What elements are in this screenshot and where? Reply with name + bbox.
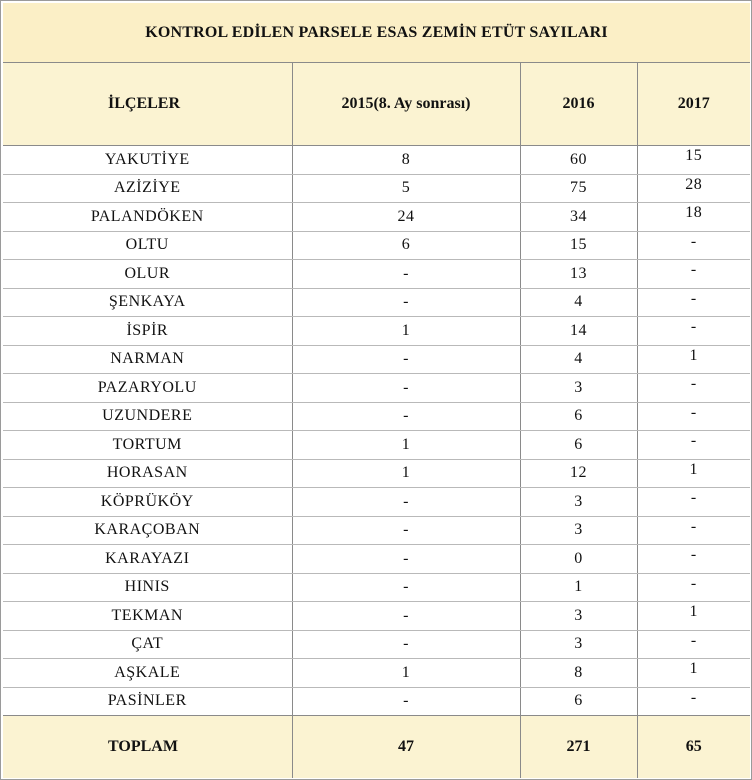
value-2017-cell: - — [637, 374, 750, 403]
value-2015-cell: - — [292, 402, 520, 431]
value-2016-cell: 14 — [520, 317, 637, 346]
value-2016-cell: 4 — [520, 345, 637, 374]
table-row — [3, 374, 750, 403]
value-2017-cell: - — [637, 516, 750, 545]
value-2016-cell: 75 — [520, 174, 637, 203]
value-2016-cell: 1 — [520, 573, 637, 602]
district-cell: ŞENKAYA — [3, 288, 292, 317]
value-2016-cell: 3 — [520, 516, 637, 545]
district-cell: TORTUM — [3, 431, 292, 460]
district-cell: KARAYAZI — [3, 545, 292, 574]
total-2016: 271 — [520, 716, 637, 779]
table-row — [3, 203, 750, 232]
header-2017: 2017 — [637, 63, 750, 146]
value-2017-cell: - — [637, 573, 750, 602]
header-2016: 2016 — [520, 63, 637, 146]
value-2015-cell: 1 — [292, 431, 520, 460]
header-2015: 2015(8. Ay sonrası) — [292, 63, 520, 146]
value-2015-cell: - — [292, 687, 520, 716]
value-2015-cell: - — [292, 545, 520, 574]
value-2015-cell: - — [292, 630, 520, 659]
total-row — [3, 716, 750, 779]
table-row — [3, 288, 750, 317]
value-2015-cell: - — [292, 345, 520, 374]
value-2017-cell: - — [637, 402, 750, 431]
value-2017-cell: - — [637, 317, 750, 346]
value-2015-cell: 24 — [292, 203, 520, 232]
district-cell: TEKMAN — [3, 602, 292, 631]
value-2015-cell: - — [292, 374, 520, 403]
value-2017-cell: - — [637, 288, 750, 317]
value-2017-cell: 1 — [637, 459, 750, 488]
table-body — [3, 146, 750, 716]
district-cell: ÇAT — [3, 630, 292, 659]
value-2016-cell: 6 — [520, 431, 637, 460]
value-2015-cell: - — [292, 516, 520, 545]
value-2016-cell: 6 — [520, 687, 637, 716]
value-2015-cell: 5 — [292, 174, 520, 203]
value-2015-cell: - — [292, 288, 520, 317]
value-2015-cell: - — [292, 573, 520, 602]
value-2015-cell: 1 — [292, 317, 520, 346]
value-2016-cell: 3 — [520, 374, 637, 403]
value-2017-cell: - — [637, 488, 750, 517]
value-2017-cell: 15 — [637, 146, 750, 175]
value-2017-cell: 1 — [637, 659, 750, 688]
district-cell: KARAÇOBAN — [3, 516, 292, 545]
value-2016-cell: 0 — [520, 545, 637, 574]
district-cell: İSPİR — [3, 317, 292, 346]
value-2017-cell: - — [637, 231, 750, 260]
value-2016-cell: 8 — [520, 659, 637, 688]
value-2017-cell: 28 — [637, 174, 750, 203]
value-2017-cell: 1 — [637, 345, 750, 374]
district-cell: PAZARYOLU — [3, 374, 292, 403]
district-cell: PASİNLER — [3, 687, 292, 716]
value-2016-cell: 3 — [520, 630, 637, 659]
table-title: KONTROL EDİLEN PARSELE ESAS ZEMİN ETÜT SAYILARI — [3, 3, 750, 63]
value-2016-cell: 15 — [520, 231, 637, 260]
table-row — [3, 431, 750, 460]
district-cell: OLUR — [3, 260, 292, 289]
value-2015-cell: 1 — [292, 659, 520, 688]
district-cell: YAKUTİYE — [3, 146, 292, 175]
value-2016-cell: 4 — [520, 288, 637, 317]
value-2017-cell: - — [637, 431, 750, 460]
value-2016-cell: 3 — [520, 602, 637, 631]
header-districts: İLÇELER — [3, 63, 292, 146]
value-2016-cell: 6 — [520, 402, 637, 431]
value-2015-cell: - — [292, 260, 520, 289]
table-row — [3, 516, 750, 545]
table-row — [3, 659, 750, 688]
total-label: TOPLAM — [3, 716, 292, 779]
table-row — [3, 317, 750, 346]
value-2016-cell: 34 — [520, 203, 637, 232]
total-2015: 47 — [292, 716, 520, 779]
table-row — [3, 687, 750, 716]
district-cell: AZİZİYE — [3, 174, 292, 203]
value-2015-cell: - — [292, 488, 520, 517]
table-row — [3, 402, 750, 431]
table-row — [3, 602, 750, 631]
value-2015-cell: 6 — [292, 231, 520, 260]
value-2017-cell: - — [637, 687, 750, 716]
value-2017-cell: - — [637, 260, 750, 289]
district-cell: KÖPRÜKÖY — [3, 488, 292, 517]
district-cell: NARMAN — [3, 345, 292, 374]
value-2015-cell: 8 — [292, 146, 520, 175]
table-row — [3, 459, 750, 488]
value-2016-cell: 60 — [520, 146, 637, 175]
district-cell: OLTU — [3, 231, 292, 260]
table-row — [3, 146, 750, 175]
district-cell: UZUNDERE — [3, 402, 292, 431]
value-2015-cell: - — [292, 602, 520, 631]
value-2017-cell: - — [637, 545, 750, 574]
table-row — [3, 231, 750, 260]
district-cell: HORASAN — [3, 459, 292, 488]
district-cell: HINIS — [3, 573, 292, 602]
value-2015-cell: 1 — [292, 459, 520, 488]
table-row — [3, 488, 750, 517]
value-2017-cell: 18 — [637, 203, 750, 232]
table-row — [3, 260, 750, 289]
value-2017-cell: 1 — [637, 602, 750, 631]
header-row — [3, 63, 750, 146]
table-row — [3, 545, 750, 574]
value-2016-cell: 12 — [520, 459, 637, 488]
survey-table — [3, 63, 750, 778]
table-row — [3, 174, 750, 203]
value-2017-cell: - — [637, 630, 750, 659]
district-cell: AŞKALE — [3, 659, 292, 688]
value-2016-cell: 3 — [520, 488, 637, 517]
table-row — [3, 345, 750, 374]
table-row — [3, 630, 750, 659]
value-2016-cell: 13 — [520, 260, 637, 289]
table-row — [3, 573, 750, 602]
district-cell: PALANDÖKEN — [3, 203, 292, 232]
total-2017: 65 — [637, 716, 750, 779]
